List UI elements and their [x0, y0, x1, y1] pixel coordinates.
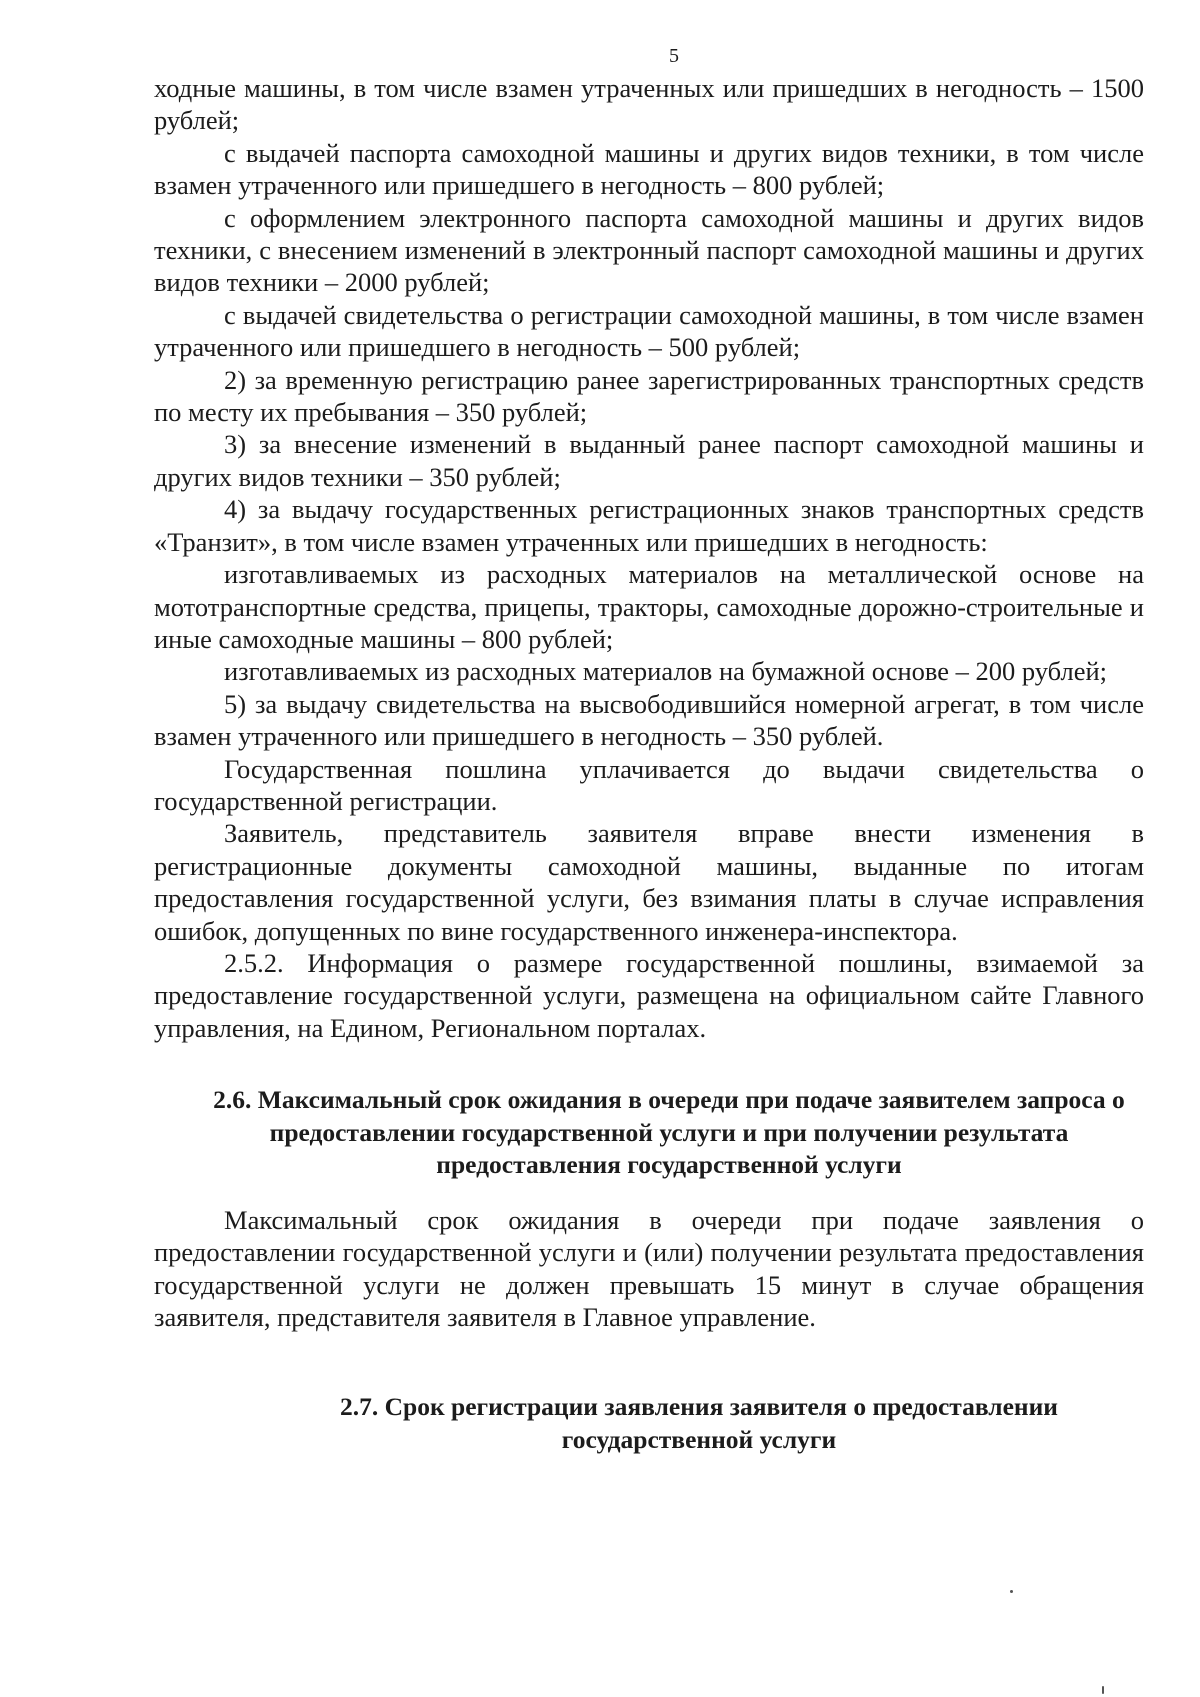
paragraph-2-6-text: Максимальный срок ожидания в очереди при подаче заявления о предоставлении государственной услуги и (или) получении результата предоставления государственной услуги не должен превышать 15 минут в случае обращения заявителя, представителя заявителя в Главное управление. [154, 1204, 1144, 1332]
paragraph-item-3: 3) за внесение изменений в выданный ранее паспорт самоходной машины и других видов техники – 350 рублей; [154, 429, 1144, 492]
paragraph-applicant-changes: Заявитель, представитель заявителя вправе внести изменения в регистрационные документы самоходной машины, выданные по итогам предоставления государственной услуги, без взимания платы в случае исправления ошибок, допущенных по вине государственного инженера-инспектора. [154, 818, 1144, 946]
paragraph-duty-payment: Государственная пошлина уплачивается до выдачи свидетельства о государственной регистрации. [154, 753, 1144, 816]
paragraph-2-5-2: 2.5.2. Информация о размере государственной пошлины, взимаемой за предоставление государственной услуги, размещена на официальном сайте Главного управления, на Едином, Региональном порталах. [154, 947, 1144, 1043]
paragraph-vehicle-passport-fee: с выдачей паспорта самоходной машины и других видов техники, в том числе взамен утраченного или пришедшего в негодность – 800 рублей; [154, 137, 1144, 201]
section-heading-2-7: 2.7. Срок регистрации заявления заявителя о предоставлении государственной услуги [339, 1392, 1058, 1454]
section-heading-2-6: 2.6. Максимальный срок ожидания в очереди при подаче заявителем запроса о предоставлении государственной услуги и при получении результата предоставления государственной услуги [213, 1085, 1125, 1180]
paragraph-item-5: 5) за выдачу свидетельства на высвободившийся номерной агрегат, в том числе взамен утраченного или пришедшего в негодность – 350 рублей. [154, 688, 1144, 752]
document-page [154, 46, 1144, 1456]
scan-speck [1010, 1590, 1013, 1593]
paragraph-item-2: 2) за временную регистрацию ранее зарегистрированных транспортных средств по месту их пребывания – 350 рублей; [154, 364, 1144, 428]
paragraph-metal-plates-fee: изготавливаемых из расходных материалов на металлической основе на мототранспортные средства, прицепы, тракторы, самоходные дорожно-строительные и иные самоходные машины – 800 рублей; [154, 559, 1144, 654]
paragraph-paper-plates-fee: изготавливаемых из расходных материалов на бумажной основе – 200 рублей; [224, 656, 1108, 687]
page-number: 5 [669, 45, 679, 67]
paragraph-electronic-passport-fee: с оформлением электронного паспорта самоходной машины и других видов техники, с внесением изменений в электронный паспорт самоходной машины и других видов техники – 2000 рублей; [154, 202, 1144, 298]
scan-speck [1102, 1686, 1104, 1694]
paragraph-registration-certificate-fee: с выдачей свидетельства о регистрации самоходной машины, в том числе взамен утраченного или пришедшего в негодность – 500 рублей; [154, 299, 1144, 363]
paragraph-continuation: ходные машины, в том числе взамен утраченных или пришедших в негодность – 1500 рублей; [154, 73, 1144, 136]
paragraph-item-4: 4) за выдачу государственных регистрационных знаков транспортных средств «Транзит», в том числе взамен утраченных или пришедших в негодность: [154, 494, 1144, 557]
